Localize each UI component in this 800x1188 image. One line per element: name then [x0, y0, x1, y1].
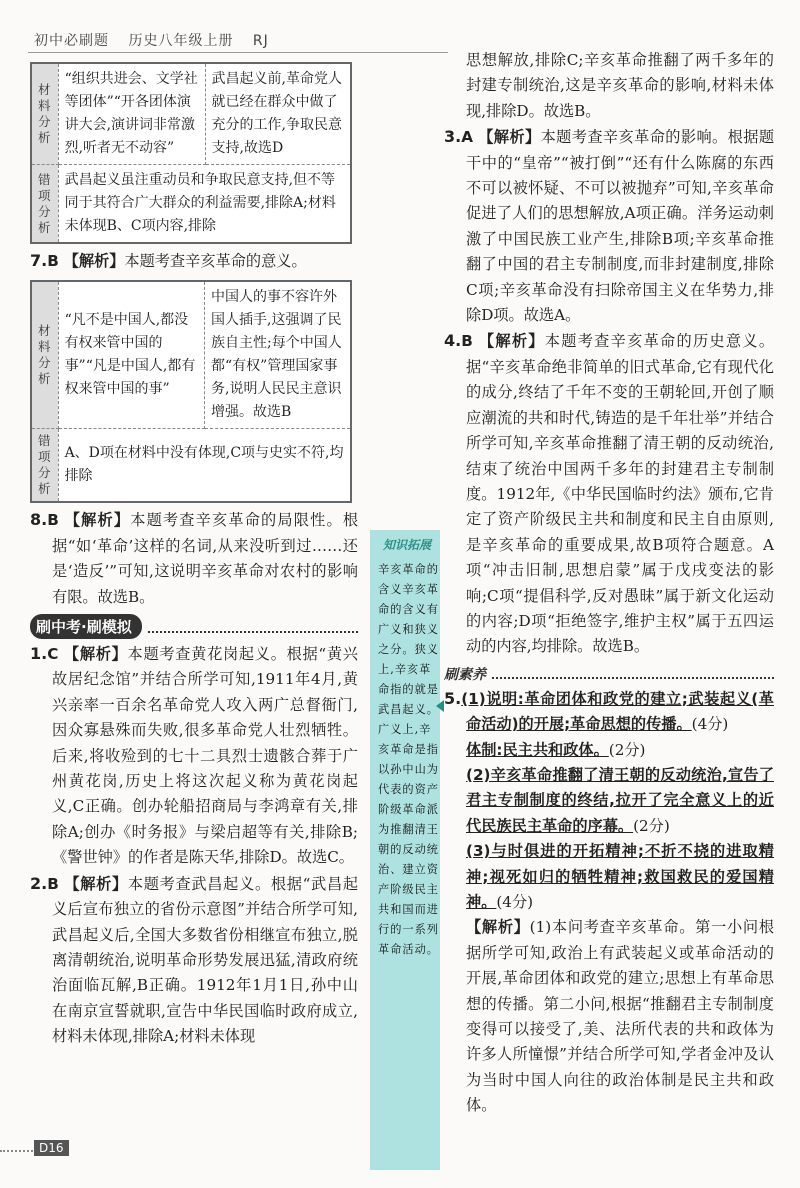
section-banner [30, 614, 358, 639]
question-8: 8.B 【解析】本题考查辛亥革命的局限性。根据“如‘革命’这样的名词,从来没听到过……还是‘造反’”可知,这说明辛亥革命对农村的影响有限。故选B。 [30, 510, 359, 606]
sidebar-title: 知识拓展 [382, 538, 431, 552]
question-5-part-1: 5.(1)说明:革命团体和政党的建立;武装起义(革命活动)的开展;革命思想的传播。(4分) [444, 688, 774, 734]
question-1: 1.C 【解析】本题考查黄花岗起义。根据“黄兴故居纪念馆”并结合所学可知,1911年4月,黄兴亲率一百余名革命党人攻入两广总督衙门,因众寡悬殊而失败,很多革命党人壮烈牺牲。后来,将收殓到的七十二具烈士遗骸合葬于广州黄花岗,历史上将这次起义称为黄花岗起义,C正确。创办轮船招商局与李鸿章有关,排除A;创办《时务报》与梁启超等有关,排除B;《警世钟》的作者是陈天华,排除D。故选C。 [30, 644, 358, 867]
section-banner-label: 刷中考·刷模拟 [30, 614, 142, 639]
question-7: 7.B 【解析】本题考查辛亥革命的意义。 [30, 251, 307, 270]
dotted-rule [492, 669, 774, 679]
table-cell: “凡不是中国人,都没有权来管中国的事”“凡是中国人,都有权来管中国的事” [58, 281, 204, 429]
header-edition: RJ [252, 33, 269, 49]
header-rule [28, 52, 448, 53]
table-label: 错项分析 [31, 429, 58, 503]
header-subject: 历史八年级上册 [128, 33, 234, 49]
section-banner-literacy [444, 664, 774, 684]
table-label: 材料分析 [31, 63, 58, 165]
question-5-part-1b: 体制:民主共和政体。(2分) [466, 740, 646, 759]
section-banner-label: 刷素养 [444, 666, 486, 683]
header-series: 初中必刷题 [34, 33, 109, 49]
table-label: 错项分析 [31, 165, 58, 244]
sidebar-text: 辛亥革命的含义辛亥革命的含义有广义和狭义之分。狭义上,辛亥革命指的就是武昌起义。广义上,辛亥革命是指以孙中山为代表的资产阶级革命派为推翻清王朝的反动统治、建立资产阶级民主共和国而进行的一系列革命活动。 [378, 563, 439, 956]
table-cell: 中国人的事不容许外国人插手,这强调了民族自主性;每个中国人都“有权”管理国家事务,说明人民民主意识增强。故选B [205, 281, 351, 429]
running-header [34, 30, 269, 50]
table-cell: 武昌起义前,革命党人就已经在群众中做了充分的工作,争取民意支持,故选D [205, 63, 351, 165]
question-4: 4.B 【解析】本题考查辛亥革命的历史意义。据“辛亥革命绝非简单的旧式革命,它有现代化的成分,终结了千年不变的王朝轮回,开创了顺应潮流的共和时代,铸造的是千年壮举”并结合所学可知,辛亥革命推翻了清王朝的反动统治,结束了统治中国两千多年的封建君主专制制度。1912年,《中华民国临时约法》颁布,它肯定了资产阶级民主共和制度和民主自由原则,是辛亥革命的重要成果,故B项符合题意。A项“冲击旧制,思想启蒙”属于戊戌变法的影响;C项“提倡科学,反对愚昧”属于新文化运动的内容;D项“拒绝签字,维护主权”属于五四运动的内容,均排除。故选B。 [444, 331, 775, 656]
left-column [30, 56, 358, 1050]
table-label: 材料分析 [31, 281, 58, 429]
question-5-part-2: (2)辛亥革命推翻了清王朝的反动统治,宣告了君主专制制度的终结,拉开了完全意义上的近代民族民主革命的序幕。(2分) [466, 765, 774, 835]
question-5-analysis: 【解析】(1)本问考查辛亥革命。第一小问根据所学可知,政治上有武装起义或革命活动的开展,革命团体和政党的建立;思想上有革命思想的传播。第二小问,根据“推翻君主专制制度变得可以接受了,美、法所代表的共和政体为许多人所憧憬”并结合所学可知,学者金冲及认为当时中国人向往的政治体制是民主共和政体。 [466, 918, 775, 1115]
table-cell: 武昌起义虽注重动员和争取民意支持,但不等同于其符合广大群众的利益需要,排除A;材料未体现B、C项内容,排除 [58, 165, 351, 244]
table-cell: A、D项在材料中没有体现,C项与史实不符,均排除 [58, 429, 351, 503]
page-number: D16 [34, 1140, 69, 1156]
right-column [444, 48, 774, 1119]
dotted-rule [148, 621, 358, 633]
pointer-arrow-icon [436, 700, 444, 712]
analysis-table-6 [30, 62, 352, 244]
question-3: 3.A 【解析】本题考查辛亥革命的影响。根据题干中的“皇帝”“被打倒”“还有什么陈腐的东西不可以被怀疑、不可以被抛弃”可知,辛亥革命促进了人们的思想解放,A项正确。洋务运动刺激了中国民族工业产生,排除B项;辛亥革命推翻了中国的君主专制制度,而非封建制度,排除C项;辛亥革命没有扫除帝国主义在华势力,排除D项。故选A。 [444, 127, 775, 325]
question-2: 2.B 【解析】本题考查武昌起义。根据“武昌起义后宣布独立的省份示意图”并结合所学可知,武昌起义后,全国大多数省份相继宣布独立,脱离清朝统治,说明革命形势发展迅猛,清政府统治面临瓦解,B正确。1912年1月1日,孙中山在南京宣誓就职,宣告中华民国临时政府成立,材料未体现,排除A;材料未体现 [30, 873, 359, 1046]
question-2-continued: 思想解放,排除C;辛亥革命推翻了两千多年的封建专制统治,这是辛亥革命的影响,材料未体现,排除D。故选B。 [466, 51, 774, 120]
question-5-part-3: (3)与时俱进的开拓精神;不折不挠的进取精神;视死如归的牺牲精神;救国救民的爱国精神。(4分) [466, 842, 774, 911]
analysis-table-7 [30, 280, 352, 503]
table-cell: “组织共进会、文学社等团体”“开各团体演讲大会,演讲词非常激烈,听者无不动容” [58, 63, 205, 165]
